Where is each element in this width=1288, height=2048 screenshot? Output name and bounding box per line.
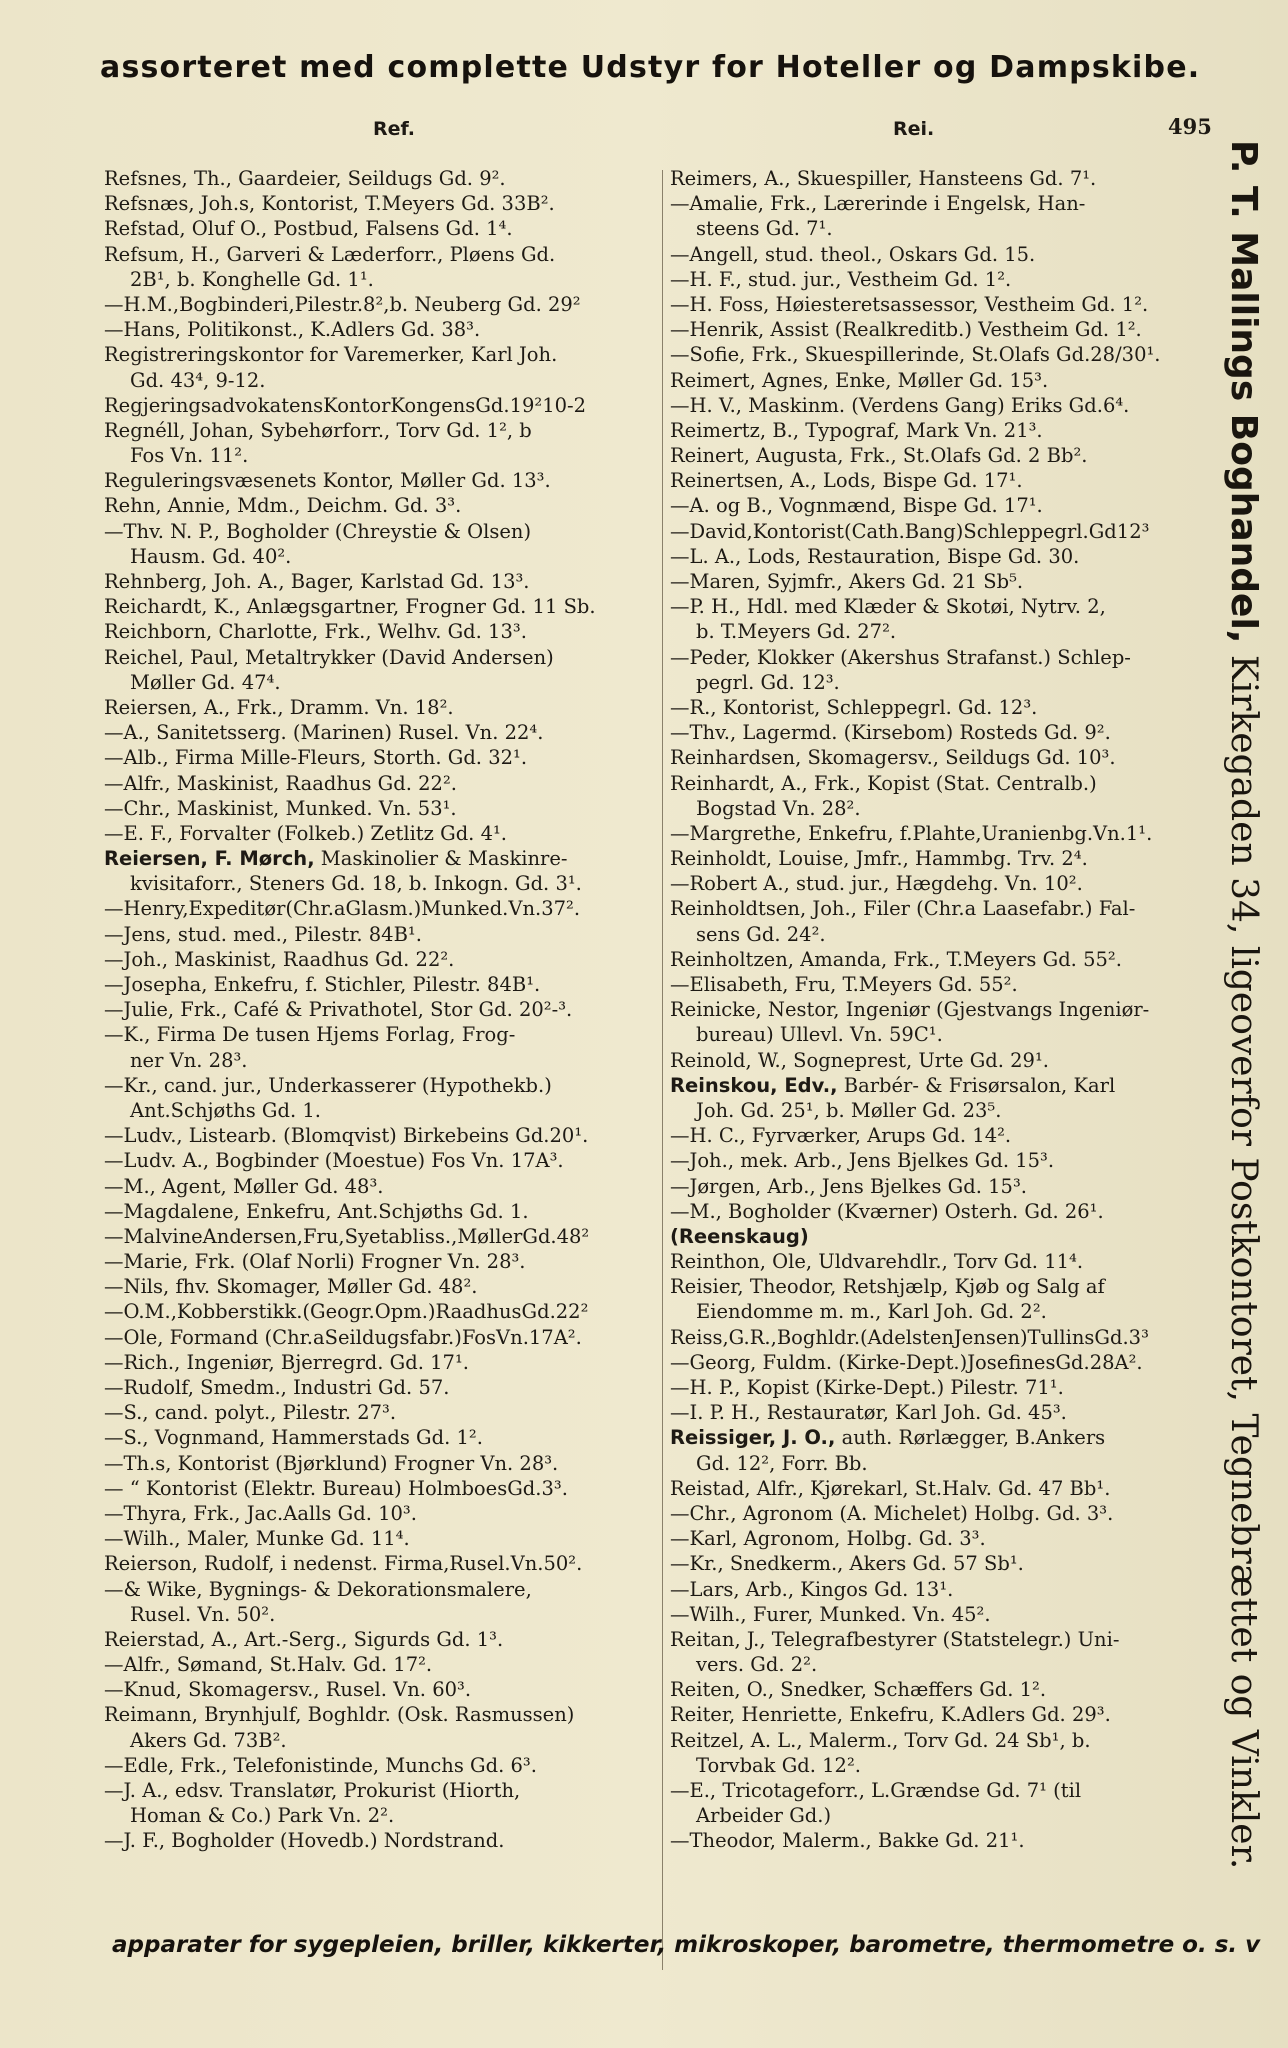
directory-entry-line: —Joh., Maskinist, Raadhus Gd. 22². (104, 947, 455, 971)
directory-entry-line: —Julie, Frk., Café & Privathotel, Stor Gd. 20²-³. (104, 998, 573, 1022)
directory-entry-line: —Rudolf, Smedm., Industri Gd. 57. (104, 1376, 450, 1399)
directory-entry-line: kvisitaforr., Steners Gd. 18, b. Inkogn. Gd. 3¹. (130, 872, 582, 896)
directory-entry-line: Reiersen, F. Mørch, Maskinolier & Maskinre- (104, 847, 568, 871)
bold-entry-name: Reissiger, J. O., (670, 1426, 836, 1450)
column-divider (662, 170, 663, 1970)
directory-entry-line: Reitzel, A. L., Malerm., Torv Gd. 24 Sb¹, b. (670, 1728, 1091, 1752)
directory-entry-line: —Wilh., Maler, Munke Gd. 11⁴. (104, 1527, 410, 1551)
directory-entry-line: —H. Foss, Høiesteretsassessor, Vestheim Gd. 1². (670, 292, 1149, 316)
directory-entry-line: —Marie, Frk. (Olaf Norli) Frogner Vn. 28³. (104, 1250, 526, 1274)
directory-entry-line: Reinert, Augusta, Frk., St.Olafs Gd. 2 Bb². (670, 444, 1088, 468)
directory-entry-line: Fos Vn. 11². (130, 444, 249, 468)
directory-entry-line: —Robert A., stud. jur., Hægdehg. Vn. 10². (670, 872, 1083, 896)
directory-entry-line: —Josepha, Enkefru, f. Stichler, Pilestr. 84B¹. (104, 973, 541, 996)
directory-entry-line: —& Wike, Bygnings- & Dekorationsmalere, (104, 1577, 532, 1601)
directory-entry-line: —H. P., Kopist (Kirke-Dept.) Pilestr. 71¹. (670, 1376, 1064, 1399)
side-advertisement (1222, 140, 1270, 1900)
directory-entry-line: Reinicke, Nestor, Ingeniør (Gjestvangs Ingeniør- (670, 998, 1150, 1022)
directory-entry-line: —Jørgen, Arb., Jens Bjelkes Gd. 15³. (670, 1174, 1027, 1198)
directory-entry-line: —Georg, Fuldm. (Kirke-Dept.)JosefinesGd.28A². (670, 1350, 1143, 1374)
directory-entry-line: Joh. Gd. 25¹, b. Møller Gd. 23⁵. (696, 1098, 1002, 1122)
directory-entry-line: —J. A., edsv. Translatør, Prokurist (Hiorth, (104, 1779, 521, 1802)
directory-entry-line: ner Vn. 28³. (130, 1048, 248, 1072)
directory-entry-line: —David,Kontorist(Cath.Bang)Schleppegrl.Gd12³ (670, 519, 1150, 543)
directory-entry-line: Rehnberg, Joh. A., Bager, Karlstad Gd. 13³. (104, 570, 530, 593)
directory-entry-line: —Amalie, Frk., Lærerinde i Engelsk, Han- (670, 192, 1086, 216)
directory-entry-line: Bogstad Vn. 28². (696, 796, 861, 820)
directory-entry-line: Homan & Co.) Park Vn. 2². (130, 1804, 395, 1828)
directory-entry-line: Reichardt, K., Anlægsgartner, Frogner Gd. 11 Sb. (104, 595, 596, 619)
directory-entry-line: 2B¹, b. Konghelle Gd. 1¹. (130, 267, 374, 291)
directory-entry-line: —Theodor, Malerm., Bakke Gd. 21¹. (670, 1829, 1025, 1853)
directory-entry-line: Refsum, H., Garveri & Læderforr., Pløens Gd. (104, 242, 556, 266)
directory-entry-line: —Alb., Firma Mille-Fleurs, Storth. Gd. 32¹. (104, 746, 528, 770)
left-column-heading: Ref. (373, 118, 415, 140)
directory-entry-line: bureau) Ullevl. Vn. 59C¹. (696, 1023, 943, 1047)
directory-entry-line: RegjeringsadvokatensKontorKongensGd.19²10-2 (104, 393, 587, 417)
directory-entry-line: —Knud, Skomagersv., Rusel. Vn. 60³. (104, 1678, 472, 1702)
directory-entry-line: —H. V., Maskinm. (Verdens Gang) Eriks Gd.6⁴. (670, 393, 1130, 417)
directory-entry-line: —Jens, stud. med., Pilestr. 84B¹. (104, 922, 422, 946)
directory-entry-line: —Lars, Arb., Kingos Gd. 13¹. (670, 1577, 954, 1601)
directory-entry-line: Reisier, Theodor, Retshjælp, Kjøb og Salg af (670, 1275, 1105, 1299)
directory-entry-line: Torvbak Gd. 12². (696, 1753, 861, 1777)
directory-entry-line: —Ludv. A., Bogbinder (Moestue) Fos Vn. 17A³. (104, 1149, 564, 1173)
directory-entry-line: —O.M.,Kobberstikk.(Geogr.Opm.)RaadhusGd.22² (104, 1300, 589, 1324)
directory-entry-line: steens Gd. 7¹. (696, 217, 833, 241)
directory-entry-line: Møller Gd. 47⁴. (130, 670, 281, 694)
directory-entry-line: Reiten, O., Snedker, Schæffers Gd. 1². (670, 1678, 1047, 1702)
directory-entry-line: Reissiger, J. O., auth. Rørlægger, B.Ankers (670, 1426, 1106, 1450)
directory-entry-line: —Thv., Lagermd. (Kirsebom) Rosteds Gd. 9². (670, 721, 1111, 745)
side-ad-rest-text: Kirkegaden 34, ligeoverfor Postkontoret, Tegnebrættet og Vinkler. (1223, 643, 1264, 1870)
left-directory-column (104, 166, 654, 1854)
directory-entry-line: Reinhardsen, Skomagersv., Seildugs Gd. 10³. (670, 746, 1116, 770)
directory-entry-line: —S., cand. polyt., Pilestr. 27³. (104, 1401, 397, 1425)
directory-entry-line: —Kr., Snedkerm., Akers Gd. 57 Sb¹. (670, 1552, 1024, 1576)
directory-entry-line: —Joh., mek. Arb., Jens Bjelkes Gd. 15³. (670, 1149, 1055, 1173)
directory-entry-line: Refstad, Oluf O., Postbud, Falsens Gd. 1⁴. (104, 217, 513, 241)
right-directory-column (670, 166, 1210, 1854)
directory-entry-line: pegrl. Gd. 12³. (696, 670, 840, 694)
directory-entry-line: —Peder, Klokker (Akershus Strafanst.) Schlep- (670, 645, 1131, 669)
directory-entry-line: —Chr., Maskinist, Munked. Vn. 53¹. (104, 796, 457, 820)
directory-entry-line: —A., Sanitetsserg. (Marinen) Rusel. Vn. 22⁴. (104, 721, 544, 745)
directory-entry-line: Reiss,G.R.,Boghldr.(AdelstenJensen)TullinsGd.3³ (670, 1325, 1149, 1349)
directory-entry-line: —M., Bogholder (Kværner) Osterh. Gd. 26¹. (670, 1199, 1104, 1223)
directory-entry-line: —Margrethe, Enkefru, f.Plahte,Uranienbg.Vn.1¹. (670, 821, 1153, 845)
directory-entry-line: —Henrik, Assist (Realkreditb.) Vestheim Gd. 1². (670, 318, 1142, 342)
directory-entry-line: Reguleringsvæsenets Kontor, Møller Gd. 13³. (104, 469, 551, 493)
directory-entry-line: Gd. 43⁴, 9-12. (130, 368, 266, 392)
directory-entry-line: Regnéll, Johan, Sybehørforr., Torv Gd. 1², b (104, 418, 532, 442)
directory-entry-line: Hausm. Gd. 40². (130, 544, 292, 568)
directory-entry-line: —P. H., Hdl. med Klæder & Skotøi, Nytrv. 2, (670, 595, 1106, 619)
directory-entry-line: —M., Agent, Møller Gd. 48³. (104, 1174, 384, 1198)
directory-entry-line: Arbeider Gd.) (696, 1804, 832, 1828)
directory-entry-line: Reinholdt, Louise, Jmfr., Hammbg. Trv. 2⁴. (670, 847, 1088, 871)
directory-entry-line: —S., Vognmand, Hammerstads Gd. 1². (104, 1426, 483, 1450)
directory-entry-line: —H.M.,Bogbinderi,Pilestr.8²,b. Neuberg Gd. 29² (104, 292, 581, 316)
directory-entry-line: Reimann, Brynhjulf, Boghldr. (Osk. Rasmussen) (104, 1703, 575, 1727)
directory-entry-line: Reichborn, Charlotte, Frk., Welhv. Gd. 13³. (104, 620, 527, 644)
directory-entry-line: —J. F., Bogholder (Hovedb.) Nordstrand. (104, 1829, 505, 1853)
directory-entry-line: sens Gd. 24². (696, 922, 826, 946)
page-number: 495 (1168, 114, 1212, 139)
directory-entry-line: —Thyra, Frk., Jac.Aalls Gd. 10³. (104, 1501, 417, 1525)
directory-entry-line: Registreringskontor for Varemerker, Karl Joh. (104, 343, 558, 367)
directory-entry-line: —Alfr., Sømand, St.Halv. Gd. 17². (104, 1653, 433, 1677)
directory-entry-line: Reichel, Paul, Metaltrykker (David Andersen) (104, 645, 554, 669)
directory-entry-line: —Alfr., Maskinist, Raadhus Gd. 22². (104, 771, 457, 795)
bottom-advertisement-banner: apparater for sygepleien, briller, kikkerter, mikroskoper, barometre, thermometre o. s. v (112, 1932, 1261, 1958)
directory-entry-line: Reistad, Alfr., Kjørekarl, St.Halv. Gd. 47 Bb¹. (670, 1476, 1111, 1500)
directory-entry-line: —I. P. H., Restauratør, Karl Joh. Gd. 45³. (670, 1401, 1067, 1425)
directory-entry-line: —H. F., stud. jur., Vestheim Gd. 1². (670, 267, 1012, 291)
directory-entry-line: Reitan, J., Telegrafbestyrer (Statstelegr.) Uni- (670, 1627, 1120, 1651)
directory-entry-line: —Ludv., Listearb. (Blomqvist) Birkebeins Gd.20¹. (104, 1124, 589, 1148)
directory-entry-line: —E. F., Forvalter (Folkeb.) Zetlitz Gd. 4¹. (104, 821, 507, 845)
directory-entry-line: Reimers, A., Skuespiller, Hansteens Gd. 7¹. (670, 167, 1097, 190)
directory-entry-line: Reiersen, A., Frk., Dramm. Vn. 18². (104, 695, 454, 719)
directory-entry-line: —Angell, stud. theol., Oskars Gd. 15. (670, 242, 1036, 266)
top-advertisement-banner: assorteret med complette Udstyr for Hoteller og Dampskibe. (100, 50, 1201, 85)
directory-entry-line: Reinholtzen, Amanda, Frk., T.Meyers Gd. 55². (670, 947, 1122, 971)
bold-entry-name: Reiersen, F. Mørch, (104, 847, 315, 871)
directory-entry-line: —Karl, Agronom, Holbg. Gd. 3³. (670, 1527, 986, 1551)
directory-entry-line: Gd. 12², Forr. Bb. (696, 1451, 868, 1475)
directory-entry-line: Reinholdtsen, Joh., Filer (Chr.a Laasefabr.) Fal- (670, 897, 1136, 921)
directory-entry-line: Refsnæs, Joh.s, Kontorist, T.Meyers Gd. 33B². (104, 192, 555, 216)
directory-entry-line: —Th.s, Kontorist (Bjørklund) Frogner Vn. 28³. (104, 1451, 559, 1475)
side-advertisement-text (1223, 140, 1264, 1869)
directory-entry-line: —Magdalene, Enkefru, Ant.Schjøths Gd. 1. (104, 1199, 529, 1223)
directory-entry-line: Reierstad, A., Art.-Serg., Sigurds Gd. 1³. (104, 1627, 504, 1651)
directory-entry-line: Reinold, W., Sogneprest, Urte Gd. 29¹. (670, 1048, 1049, 1072)
directory-entry-line: Reimert, Agnes, Enke, Møller Gd. 15³. (670, 368, 1049, 392)
directory-entry-line: b. T.Meyers Gd. 27². (696, 620, 897, 644)
directory-entry-line: Ant.Schjøths Gd. 1. (130, 1098, 321, 1122)
directory-entry-line: —L. A., Lods, Restauration, Bispe Gd. 30. (670, 544, 1080, 568)
directory-entry-line: vers. Gd. 2². (696, 1653, 818, 1677)
directory-entry-line: —E., Tricotageforr., L.Grændse Gd. 7¹ (til (670, 1779, 1082, 1802)
directory-entry-line: —Hans, Politikonst., K.Adlers Gd. 38³. (104, 318, 481, 342)
directory-entry-line: —Sofie, Frk., Skuespillerinde, St.Olafs Gd.28/30¹. (670, 343, 1161, 367)
directory-entry-line: Akers Gd. 73B². (130, 1728, 287, 1752)
directory-entry-line: —Chr., Agronom (A. Michelet) Holbg. Gd. 3³. (670, 1501, 1114, 1525)
directory-entry-line: —Rich., Ingeniør, Bjerregrd. Gd. 17¹. (104, 1350, 469, 1374)
directory-entry-line: Reierson, Rudolf, i nedenst. Firma,Rusel.Vn.50². (104, 1552, 583, 1576)
directory-entry-line: —A. og B., Vognmænd, Bispe Gd. 17¹. (670, 494, 1043, 518)
directory-entry-line: — “ Kontorist (Elektr. Bureau) HolmboesGd.3³. (104, 1476, 568, 1500)
bold-entry-name: (Reenskaug) (670, 1224, 809, 1248)
bold-entry-name: Reinskou, Edv., (670, 1073, 838, 1097)
directory-entry-line: —Thv. N. P., Bogholder (Chreystie & Olsen) (104, 519, 532, 543)
directory-entry-line: —K., Firma De tusen Hjems Forlag, Frog- (104, 1023, 516, 1047)
directory-entry-line: —MalvineAndersen,Fru,Syetabliss.,MøllerGd.48² (104, 1224, 590, 1248)
directory-entry-line: —Ole, Formand (Chr.aSeildugsfabr.)FosVn.17A². (104, 1325, 582, 1349)
directory-entry-line: Reinhardt, A., Frk., Kopist (Stat. Centralb.) (670, 771, 1097, 795)
directory-entry-line: Reiter, Henriette, Enkefru, K.Adlers Gd. 29³. (670, 1703, 1111, 1727)
directory-entry-line: Reinertsen, A., Lods, Bispe Gd. 17¹. (670, 469, 1023, 493)
directory-entry-line: Rehn, Annie, Mdm., Deichm. Gd. 3³. (104, 494, 462, 518)
directory-entry-line: Reinthon, Ole, Uldvarehdlr., Torv Gd. 11⁴. (670, 1250, 1084, 1274)
directory-entry-line: —Wilh., Furer, Munked. Vn. 45². (670, 1602, 991, 1626)
directory-entry-line: —Henry,Expeditør(Chr.aGlasm.)Munked.Vn.37². (104, 897, 581, 921)
directory-entry-line: Rusel. Vn. 50². (130, 1602, 276, 1626)
directory-entry-line: Refsnes, Th., Gaardeier, Seildugs Gd. 9². (104, 167, 506, 190)
directory-entry-line: —Maren, Syjmfr., Akers Gd. 21 Sb⁵. (670, 570, 1024, 593)
directory-entry-line: —Edle, Frk., Telefonistinde, Munchs Gd. 6³. (104, 1753, 537, 1777)
directory-entry-line: —R., Kontorist, Schleppegrl. Gd. 12³. (670, 695, 1038, 719)
side-ad-bold-text: P. T. Mallings Boghandel, (1223, 140, 1264, 644)
directory-entry-line: —Kr., cand. jur., Underkasserer (Hypothekb.) (104, 1073, 552, 1097)
right-column-heading: Rei. (893, 118, 935, 140)
directory-entry-line: Eiendomme m. m., Karl Joh. Gd. 2². (696, 1300, 1047, 1324)
directory-entry-line: —Elisabeth, Fru, T.Meyers Gd. 55². (670, 973, 1018, 996)
directory-entry-line: —Nils, fhv. Skomager, Møller Gd. 48². (104, 1275, 478, 1299)
directory-entry-line: Reinskou, Edv., Barbér- & Frisørsalon, Karl (670, 1073, 1116, 1097)
directory-entry-line (670, 1224, 1210, 1249)
directory-entry-line: —H. C., Fyrværker, Arups Gd. 14². (670, 1124, 1012, 1148)
directory-entry-line: Reimertz, B., Typograf, Mark Vn. 21³. (670, 418, 1043, 442)
